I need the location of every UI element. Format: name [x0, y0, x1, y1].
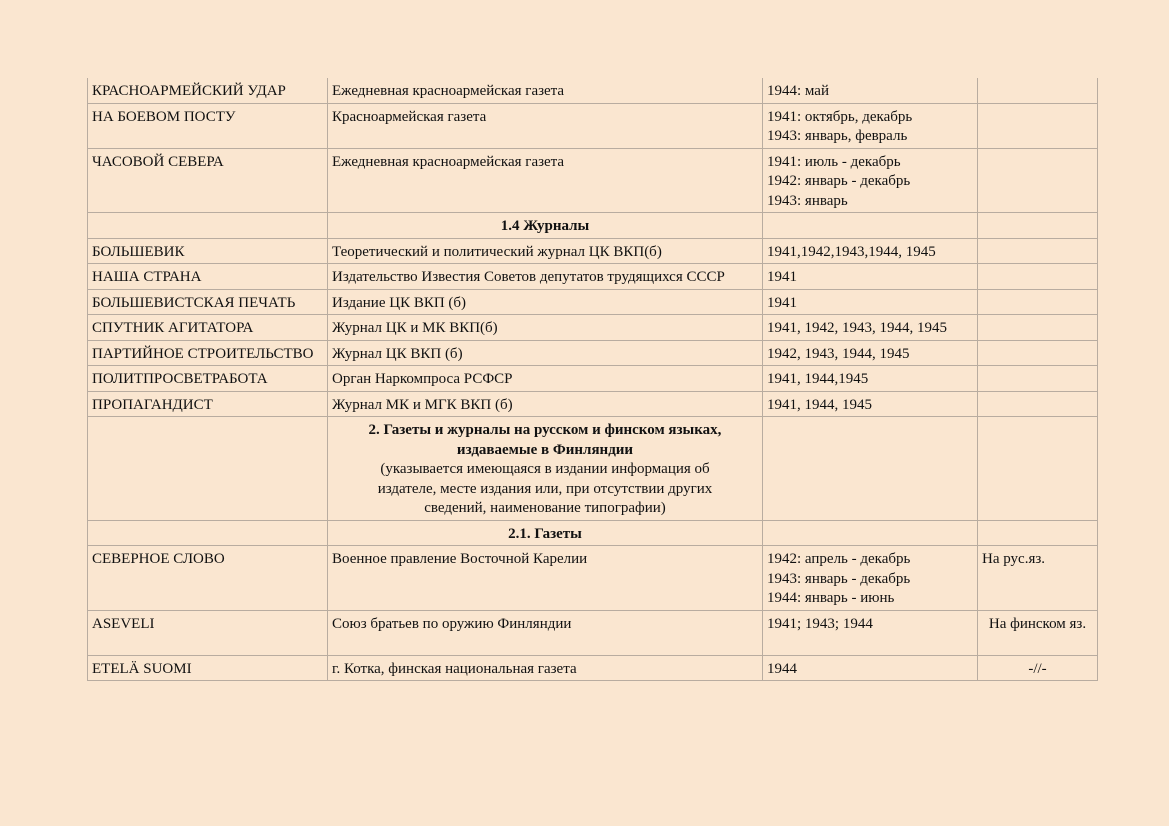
title-cell: НАША СТРАНА: [88, 264, 328, 290]
date-line: 1941: октябрь, декабрь: [767, 108, 913, 125]
section-heading: [328, 417, 763, 521]
table-row: [88, 264, 1098, 290]
empty-cell: [978, 213, 1098, 239]
note-cell: [978, 238, 1098, 264]
table-row: [88, 340, 1098, 366]
date-line: 1941: июль - декабрь: [767, 153, 901, 170]
date-line: 1941, 1944, 1945: [767, 396, 872, 413]
section-heading-line: 1.4 Журналы: [500, 218, 590, 234]
dates-cell: [763, 655, 978, 681]
description-cell: Журнал МК и МГК ВКП (б): [328, 391, 763, 417]
date-line: 1942: апрель - декабрь: [767, 551, 911, 567]
note-cell: [978, 391, 1098, 417]
empty-cell: [978, 520, 1098, 546]
title-cell: ПОЛИТПРОСВЕТРАБОТА: [88, 366, 328, 392]
title-cell: КРАСНОАРМЕЙСКИЙ УДАР: [88, 78, 328, 103]
note-cell: [978, 340, 1098, 366]
description-cell: Союз братьев по оружию Финляндии: [328, 610, 763, 655]
table-row: [88, 391, 1098, 417]
date-line: 1941: [767, 294, 797, 311]
note-cell: [978, 103, 1098, 148]
title-cell: НА БОЕВОМ ПОСТУ: [88, 103, 328, 148]
table-row: [88, 103, 1098, 148]
date-line: 1941,1942,1943,1944, 1945: [767, 243, 936, 260]
dates-cell: [763, 264, 978, 290]
section-row: [88, 417, 1098, 521]
empty-cell: [763, 213, 978, 239]
section-heading-line: издаваемые в Финляндии: [456, 441, 634, 458]
date-line: 1943: январь - декабрь: [767, 570, 911, 587]
date-line: 1941: [767, 269, 797, 285]
section-note-line: издателе, месте издания или, при отсутствии других: [377, 480, 713, 497]
table-body: [88, 78, 1098, 681]
table-row: [88, 655, 1098, 681]
table-row: [88, 610, 1098, 655]
section-row: [88, 520, 1098, 546]
date-line: 1944: январь - июнь: [767, 590, 895, 606]
dates-cell: [763, 546, 978, 611]
table-row: [88, 315, 1098, 341]
description-cell: Издание ЦК ВКП (б): [328, 289, 763, 315]
description-cell: Орган Наркомпроса РСФСР: [328, 366, 763, 392]
dates-cell: [763, 315, 978, 341]
table-row: [88, 78, 1098, 103]
dates-cell: [763, 289, 978, 315]
date-line: 1943: январь: [767, 192, 848, 209]
description-cell: Теоретический и политический журнал ЦК ВКП(б): [328, 238, 763, 264]
description-cell: Ежедневная красноармейская газета: [328, 148, 763, 213]
title-cell: ЧАСОВОЙ СЕВЕРА: [88, 148, 328, 213]
empty-cell: [88, 520, 328, 546]
title-cell: СЕВЕРНОЕ СЛОВО: [88, 546, 328, 611]
description-cell: Военное правление Восточной Карелии: [328, 546, 763, 611]
empty-cell: [763, 417, 978, 521]
section-heading-line: 2. Газеты и журналы на русском и финском языках,: [368, 422, 722, 438]
empty-cell: [88, 417, 328, 521]
empty-cell: [978, 417, 1098, 521]
description-cell: г. Котка, финская национальная газета: [328, 655, 763, 681]
note-cell: На финском яз.: [978, 610, 1098, 655]
note-cell: На рус.яз.: [978, 546, 1098, 611]
dates-cell: [763, 366, 978, 392]
dates-cell: [763, 103, 978, 148]
dates-cell: [763, 78, 978, 103]
title-cell: ПАРТИЙНОЕ СТРОИТЕЛЬСТВО: [88, 340, 328, 366]
section-heading: [328, 520, 763, 546]
description-cell: Журнал ЦК и МК ВКП(б): [328, 315, 763, 341]
table-row: [88, 238, 1098, 264]
note-cell: [978, 315, 1098, 341]
periodicals-table: [87, 78, 1098, 681]
date-line: 1944: [767, 660, 797, 677]
note-cell: [978, 264, 1098, 290]
section-heading: [328, 213, 763, 239]
date-line: 1941, 1942, 1943, 1944, 1945: [767, 320, 947, 336]
table-row: [88, 148, 1098, 213]
section-row: [88, 213, 1098, 239]
dates-cell: [763, 238, 978, 264]
note-cell: [978, 78, 1098, 103]
date-line: 1943: январь, февраль: [767, 128, 908, 144]
section-note-line: (указывается имеющаяся в издании информация об: [380, 461, 710, 477]
dates-cell: [763, 610, 978, 655]
description-cell: Журнал ЦК ВКП (б): [328, 340, 763, 366]
title-cell: БОЛЬШЕВИК: [88, 238, 328, 264]
dates-cell: [763, 148, 978, 213]
title-cell: СПУТНИК АГИТАТОРА: [88, 315, 328, 341]
dates-cell: [763, 391, 978, 417]
date-line: 1941, 1944,1945: [767, 371, 869, 387]
title-cell: ПРОПАГАНДИСТ: [88, 391, 328, 417]
section-note-line: сведений, наименование типографии): [424, 500, 666, 516]
dates-cell: [763, 340, 978, 366]
description-cell: Красноармейская газета: [328, 103, 763, 148]
description-cell: Издательство Известия Советов депутатов трудящихся СССР: [328, 264, 763, 290]
section-heading-line: 2.1. Газеты: [508, 525, 582, 542]
note-cell: [978, 366, 1098, 392]
title-cell: ETELÄ SUOMI: [88, 655, 328, 681]
date-line: 1942: январь - декабрь: [767, 173, 911, 189]
empty-cell: [763, 520, 978, 546]
title-cell: ASEVELI: [88, 610, 328, 655]
date-line: 1944: май: [767, 83, 829, 99]
table-row: [88, 366, 1098, 392]
date-line: 1942, 1943, 1944, 1945: [767, 345, 910, 362]
empty-cell: [88, 213, 328, 239]
table-row: [88, 546, 1098, 611]
note-cell: [978, 289, 1098, 315]
note-cell: -//-: [978, 655, 1098, 681]
table-row: [88, 289, 1098, 315]
date-line: 1941; 1943; 1944: [767, 615, 873, 632]
description-cell: Ежедневная красноармейская газета: [328, 78, 763, 103]
title-cell: БОЛЬШЕВИСТСКАЯ ПЕЧАТЬ: [88, 289, 328, 315]
note-cell: [978, 148, 1098, 213]
